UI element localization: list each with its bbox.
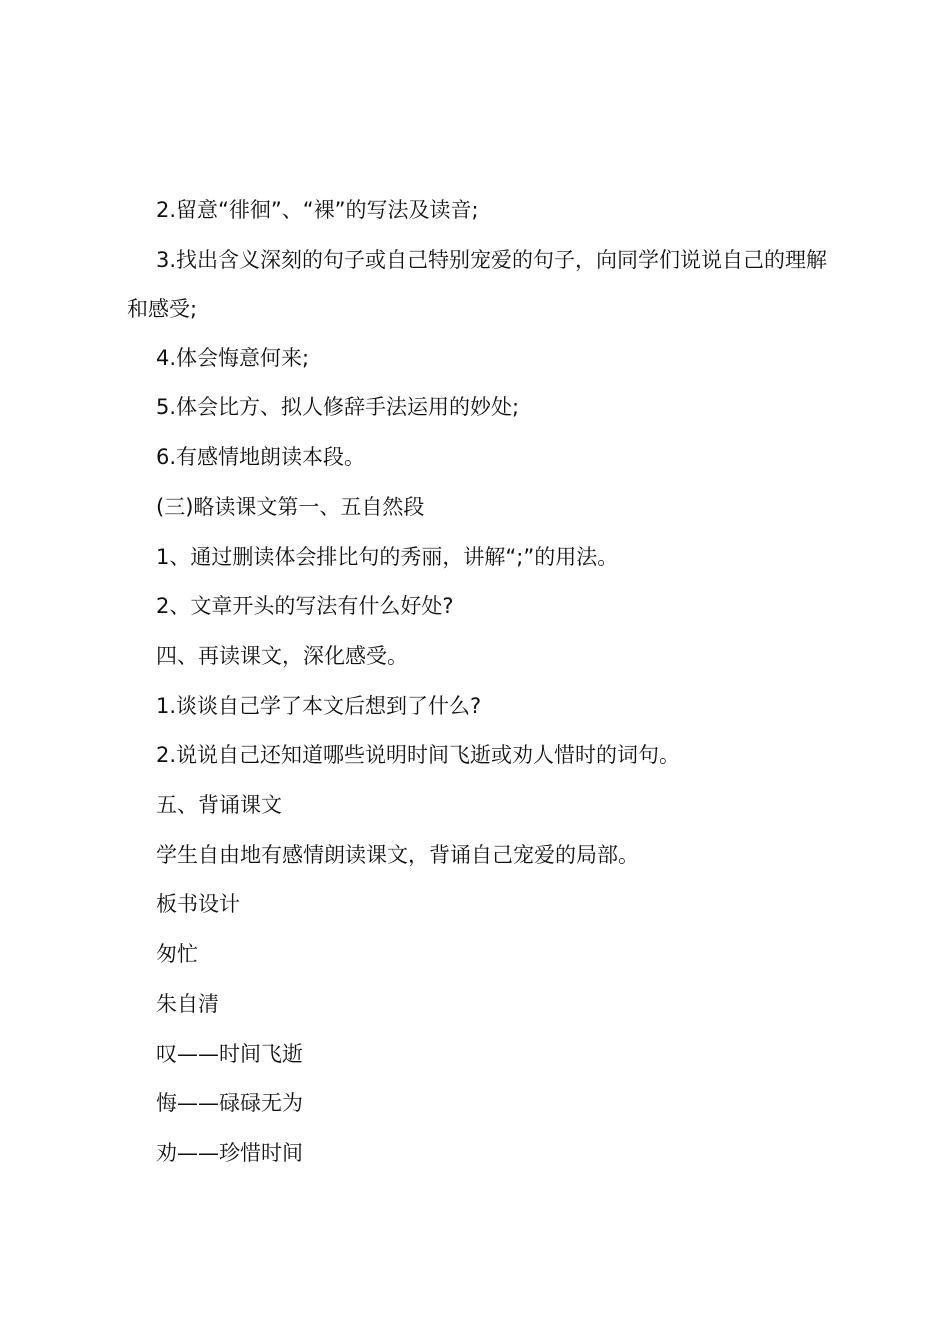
paragraph-8: 2、文章开头的写法有什么好处? <box>156 594 454 619</box>
blackboard-line-3: 劝——珍惜时间 <box>156 1140 303 1165</box>
blackboard-line-2: 悔——碌碌无为 <box>156 1091 303 1116</box>
section-heading-3: (三)略读课文第一、五自然段 <box>156 494 425 519</box>
paragraph-11: 2.说说自己还知道哪些说明时间飞逝或劝人惜时的词句。 <box>156 743 681 768</box>
paragraph-3: 4.体会悔意何来; <box>156 345 310 370</box>
blackboard-author: 朱自清 <box>156 991 219 1016</box>
paragraph-4: 5.体会比方、拟人修辞手法运用的妙处; <box>156 395 520 420</box>
paragraph-10: 1.谈谈自己学了本文后想到了什么? <box>156 693 482 718</box>
section-heading-4: 四、再读课文，深化感受。 <box>156 643 408 668</box>
document-body <box>127 186 837 1179</box>
paragraph-7: 1、通过删读体会排比句的秀丽，讲解“;”的用法。 <box>156 544 619 569</box>
paragraph-5: 6.有感情地朗读本段。 <box>156 445 366 470</box>
paragraph-1: 2.留意“徘徊”、“裸”的写法及读音; <box>156 198 479 222</box>
paragraph-13: 学生自由地有感情朗读课文，背诵自己宠爱的局部。 <box>156 842 639 867</box>
paragraph-2: 3.找出含义深刻的句子或自己特别宠爱的句子，向同学们说说自己的理解和感受; <box>127 247 828 321</box>
blackboard-design-heading: 板书设计 <box>156 892 240 917</box>
blackboard-title: 匆忙 <box>156 942 198 967</box>
section-heading-5: 五、背诵课文 <box>156 793 282 818</box>
blackboard-line-1: 叹——时间飞逝 <box>156 1041 303 1066</box>
